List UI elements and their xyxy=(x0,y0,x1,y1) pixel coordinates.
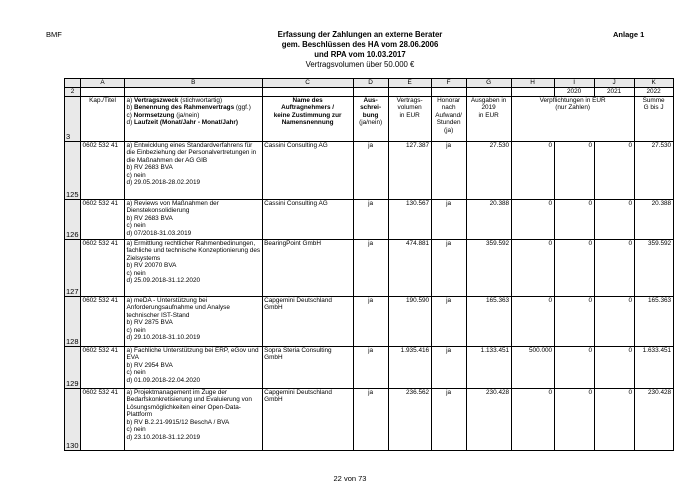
description-line: a) Ermittlung rechtlicher Rahmenbedinungen, xyxy=(126,239,256,247)
sum-total: 230.428 xyxy=(634,388,673,450)
contract-volume: 130.567 xyxy=(388,199,431,239)
header-line: Name des xyxy=(292,96,323,104)
contractor-line: Capgemini Deutschland xyxy=(264,296,332,304)
title-line: gem. Beschlüssen des HA vom 28.06.2006 xyxy=(281,40,439,49)
year-2022: 2022 xyxy=(634,88,673,97)
contractor-name xyxy=(262,199,353,239)
page-number: 22 von 73 xyxy=(333,474,367,483)
sum-total: 1.633.451 xyxy=(634,346,673,388)
description-line: c) nein xyxy=(126,426,146,433)
header-line: Auftragnehmers / xyxy=(281,104,335,111)
contract-volume: 127.387 xyxy=(388,141,431,199)
ministry-label: BMF xyxy=(46,30,62,39)
expenses-2019: 1.133.451 xyxy=(466,346,511,388)
header-line: (ja/nein) xyxy=(359,119,383,126)
description-line: d) 29.10.2018-31.10.2019 xyxy=(126,334,201,341)
document-subtitle: Vertragsvolumen über 50.000 € xyxy=(305,60,415,69)
payments-table xyxy=(64,78,674,451)
description xyxy=(125,296,263,346)
column-letter: E xyxy=(388,79,431,88)
expenses-2019: 20.388 xyxy=(466,199,511,239)
header-contract-volume xyxy=(388,96,431,141)
contractor-line: Sopra Steria Consulting xyxy=(264,346,332,354)
contractor-line: GmbH xyxy=(264,354,283,361)
contract-volume: 474.881 xyxy=(388,239,431,296)
column-letter: F xyxy=(431,79,466,88)
header-contractor xyxy=(262,96,353,141)
expenses-2019: 230.428 xyxy=(466,388,511,450)
header-total xyxy=(634,96,673,141)
commitment-h: 500.000 xyxy=(511,346,554,388)
row-number: 3 xyxy=(65,96,81,141)
header-term: Laufzeit (Monat/Jahr - Monat/Jahr) xyxy=(133,119,239,126)
header-term: Benennung des Rahmenvertrags xyxy=(133,104,235,111)
header-prefix: b) xyxy=(126,104,133,111)
description-line: a) meDA - Unterstützung bei xyxy=(126,296,208,304)
header-line: G bis J xyxy=(643,104,664,111)
description-line: d) 25.09.2018-31.12.2020 xyxy=(126,277,201,284)
header-line: Aufwand/ xyxy=(435,111,462,119)
column-header-row xyxy=(65,96,674,141)
year-h xyxy=(511,88,554,97)
header-expenses-2019 xyxy=(466,96,511,141)
expenses-2019: 165.363 xyxy=(466,296,511,346)
fee-flag: ja xyxy=(431,141,466,199)
header-prefix: a) xyxy=(126,96,133,104)
column-letter: D xyxy=(353,79,388,88)
commitment-h: 0 xyxy=(511,141,554,199)
contract-volume: 190.590 xyxy=(388,296,431,346)
fee-flag: ja xyxy=(431,346,466,388)
header-line: volumen xyxy=(397,104,422,111)
commitment-2021: 0 xyxy=(594,141,634,199)
column-letter: I xyxy=(554,79,594,88)
expenses-2019: 359.592 xyxy=(466,239,511,296)
table-row xyxy=(65,239,674,296)
description-line: a) Projektmanagement im Zuge der xyxy=(126,388,228,396)
contractor-line: Cassini Consulting AG xyxy=(264,141,328,149)
row-number: 130 xyxy=(65,388,81,450)
tender-flag: ja xyxy=(353,239,388,296)
description-line: c) nein xyxy=(126,171,146,179)
header-fee-basis xyxy=(431,96,466,141)
description-line: Anforderungsaufnahme und Analyse xyxy=(126,304,230,311)
header-prefix: d) xyxy=(126,119,133,126)
header-line: (ja) xyxy=(443,126,454,134)
contractor-line: Cassini Consulting AG xyxy=(264,199,328,207)
column-letter: K xyxy=(634,79,673,88)
description-line: d) 01.09.2018-22.04.2020 xyxy=(126,376,201,384)
contractor-name xyxy=(262,346,353,388)
description-line: fachliche und technische Konzeptionierung des xyxy=(126,247,261,254)
kap-titel: 0602 532 41 xyxy=(81,141,125,199)
table-row xyxy=(65,199,674,239)
column-letter: H xyxy=(511,79,554,88)
commitment-2020: 0 xyxy=(554,346,594,388)
column-letter: B xyxy=(125,79,263,88)
header-line: (nur Zahlen) xyxy=(555,104,591,111)
table-row xyxy=(65,141,674,199)
year-2020: 2020 xyxy=(554,88,594,97)
sum-total: 165.363 xyxy=(634,296,673,346)
contract-volume: 1.935.416 xyxy=(388,346,431,388)
tender-flag: ja xyxy=(353,388,388,450)
column-letter: A xyxy=(81,79,125,88)
header-term: Normsetzung xyxy=(133,111,175,119)
description-line: b) RV 20070 BVA xyxy=(126,262,177,269)
tender-flag: ja xyxy=(353,346,388,388)
contractor-name xyxy=(262,239,353,296)
description-line: b) RV 2683 BVA xyxy=(126,214,173,222)
commitment-2020: 0 xyxy=(554,141,594,199)
description-line: die Maßnahmen der AG GIB xyxy=(126,156,208,164)
header-tender xyxy=(353,96,388,141)
description-line: c) nein xyxy=(126,222,146,229)
commitment-2021: 0 xyxy=(594,296,634,346)
header-note: (ja/nein) xyxy=(176,111,200,119)
annex-label: Anlage 1 xyxy=(613,30,645,39)
description-line: Zielsystems xyxy=(126,254,161,262)
description-line: a) Entwicklung eines Standardverfahrens für xyxy=(126,141,253,149)
column-letter: J xyxy=(594,79,634,88)
tender-flag: ja xyxy=(353,141,388,199)
commitment-h: 0 xyxy=(511,296,554,346)
kap-titel: 0602 532 41 xyxy=(81,388,125,450)
table-row xyxy=(65,388,674,450)
table-row xyxy=(65,346,674,388)
fee-flag: ja xyxy=(431,239,466,296)
header-line: keine Zustimmung zur xyxy=(273,111,342,119)
fee-flag: ja xyxy=(431,199,466,239)
header-line: bung xyxy=(362,111,379,119)
header-line: Aus- xyxy=(363,96,378,104)
description-line: b) RV 2683 BVA xyxy=(126,164,173,171)
header-line: in EUR xyxy=(399,111,420,119)
header-line: Vertrags- xyxy=(396,96,423,104)
row-number xyxy=(65,79,81,88)
header-line: schrei- xyxy=(360,104,382,111)
kap-titel: 0602 532 41 xyxy=(81,239,125,296)
header-line: 2019 xyxy=(481,104,496,111)
kap-titel: 0602 532 41 xyxy=(81,199,125,239)
description-line: b) RV 2875 BVA xyxy=(126,319,173,326)
commitment-2021: 0 xyxy=(594,388,634,450)
description-line: a) Fachliche Unterstützung bei ERP, eGov und xyxy=(126,346,259,354)
header-line: Verpflichtungen in EUR xyxy=(539,96,606,104)
header-line: Namensnennung xyxy=(281,119,334,126)
description-line: Bedarfskonkretisierung und Evaluierung von xyxy=(126,396,252,403)
commitment-2020: 0 xyxy=(554,296,594,346)
document-title xyxy=(230,30,490,70)
header-line: in EUR xyxy=(478,111,499,119)
commitment-h: 0 xyxy=(511,388,554,450)
description-line: Plattform xyxy=(126,411,153,418)
sum-total: 27.530 xyxy=(634,141,673,199)
column-letter: C xyxy=(262,79,353,88)
column-letters-row xyxy=(65,79,674,88)
header-note: (stichwortartig) xyxy=(180,96,223,104)
description xyxy=(125,346,263,388)
header-line: nach xyxy=(441,104,456,111)
description-line: Dienstekonsolidierung xyxy=(126,207,190,214)
description-line: die Einbeziehung der Personalvertretungen in xyxy=(126,149,257,156)
description-line: c) nein xyxy=(126,369,146,376)
header-line: Ausgaben in xyxy=(470,96,507,104)
description-line: technischer IST-Stand xyxy=(126,311,190,319)
kap-titel: 0602 532 41 xyxy=(81,296,125,346)
header-term: Vertragszweck xyxy=(133,96,179,104)
description-line: c) nein xyxy=(126,269,146,277)
header-commitments xyxy=(511,96,634,141)
contractor-name xyxy=(262,141,353,199)
fee-flag: ja xyxy=(431,296,466,346)
description-line: b) RV 2954 BVA xyxy=(126,361,173,369)
expenses-2019: 27.530 xyxy=(466,141,511,199)
header-description xyxy=(125,96,263,141)
contractor-name xyxy=(262,296,353,346)
description xyxy=(125,388,263,450)
row-number: 129 xyxy=(65,346,81,388)
sum-total: 359.592 xyxy=(634,239,673,296)
kap-titel: 0602 532 41 xyxy=(81,346,125,388)
row-number: 2 xyxy=(65,88,81,97)
commitment-2020: 0 xyxy=(554,239,594,296)
description-line: d) 07/2018-31.03.2019 xyxy=(126,229,192,237)
description xyxy=(125,141,263,199)
header-line: Stunden xyxy=(436,119,461,126)
description xyxy=(125,199,263,239)
header-line: Summe xyxy=(642,96,665,104)
commitment-2021: 0 xyxy=(594,239,634,296)
year-row xyxy=(65,88,674,97)
description-line: EVA xyxy=(126,354,139,361)
header-line: Honorar xyxy=(437,96,461,104)
description-line: d) 29.05.2018-28.02.2019 xyxy=(126,179,201,186)
tender-flag: ja xyxy=(353,296,388,346)
contractor-line: Capgemini Deutschland xyxy=(264,388,332,396)
commitment-2021: 0 xyxy=(594,346,634,388)
title-line: und RPA vom 10.03.2017 xyxy=(314,50,406,59)
commitment-2021: 0 xyxy=(594,199,634,239)
commitment-2020: 0 xyxy=(554,199,594,239)
fee-flag: ja xyxy=(431,388,466,450)
header-prefix: c) xyxy=(126,111,132,119)
commitment-2020: 0 xyxy=(554,388,594,450)
table-row xyxy=(65,296,674,346)
commitment-h: 0 xyxy=(511,199,554,239)
commitment-h: 0 xyxy=(511,239,554,296)
description-line: b) RV B.2.21-9915/12 BeschA / BVA xyxy=(126,418,230,426)
sum-total: 20.388 xyxy=(634,199,673,239)
contractor-line: GmbH xyxy=(264,396,283,403)
title-line: Erfassung der Zahlungen an externe Berater xyxy=(277,30,443,39)
row-number: 127 xyxy=(65,239,81,296)
column-letter: G xyxy=(466,79,511,88)
contractor-line: GmbH xyxy=(264,304,283,311)
header-note: (ggf.) xyxy=(235,104,251,111)
description-line: d) 23.10.2018-31.12.2019 xyxy=(126,433,201,441)
year-2021: 2021 xyxy=(594,88,634,97)
description-line: a) Reviews von Maßnahmen der xyxy=(126,199,219,207)
row-number: 128 xyxy=(65,296,81,346)
row-number: 126 xyxy=(65,199,81,239)
description-line: Lösungsmöglichkeiten einer Open-Data- xyxy=(126,403,241,411)
tender-flag: ja xyxy=(353,199,388,239)
contractor-line: BearingPoint GmbH xyxy=(264,239,321,247)
contractor-name xyxy=(262,388,353,450)
description-line: c) nein xyxy=(126,326,146,334)
description xyxy=(125,239,263,296)
contract-volume: 236.562 xyxy=(388,388,431,450)
header-kap-titel: Kap./Titel xyxy=(81,96,125,141)
row-number: 125 xyxy=(65,141,81,199)
